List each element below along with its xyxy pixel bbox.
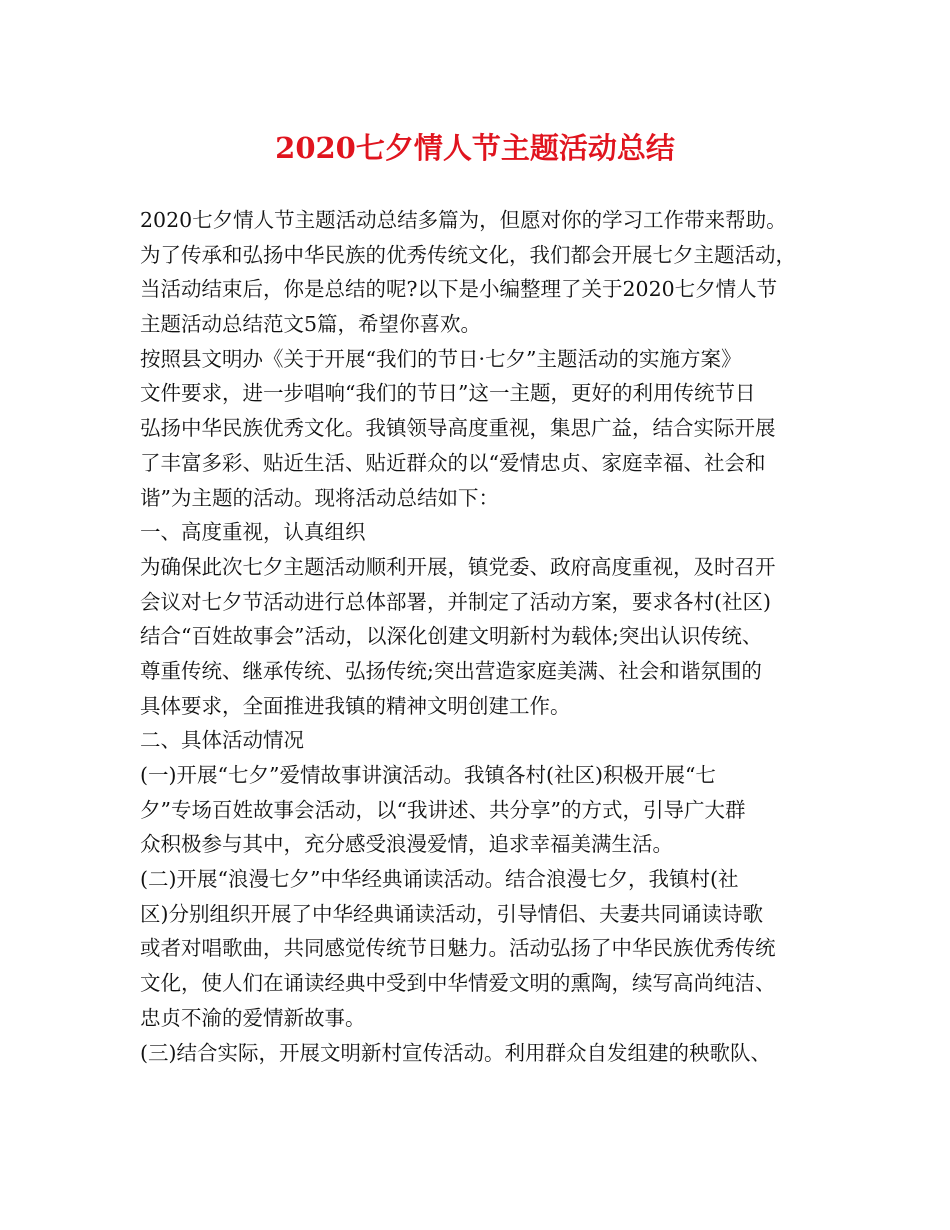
text-line: 为了传承和弘扬中华民族的优秀传统文化，我们都会开展七夕主题活动， [140, 242, 796, 267]
text-line: 区)分别组织开展了中华经典诵读活动，引导情侣、夫妻共同诵读诗歌 [140, 901, 763, 926]
text-line: (三)结合实际，开展文明新村宣传活动。利用群众自发组建的秧歌队、 [140, 1040, 771, 1065]
text-line: 众积极参与其中，充分感受浪漫爱情，追求幸福美满生活。 [140, 832, 673, 857]
text-line: 谐”为主题的活动。现将活动总结如下： [140, 485, 499, 510]
text-line: 了丰富多彩、贴近生活、贴近群众的以“爱情忠贞、家庭幸福、社会和 [140, 450, 766, 475]
text-line: 文件要求，进一步唱响“我们的节日”这一主题，更好的利用传统节日 [140, 381, 756, 406]
text-line: (一)开展“七夕”爱情故事讲演活动。我镇各村(社区)积极开展“七 [140, 763, 716, 787]
text-line: 弘扬中华民族优秀文化。我镇领导高度重视，集思广益，结合实际开展 [140, 416, 776, 441]
text-line: 忠贞不渝的爱情新故事。 [140, 1005, 366, 1030]
text-line: 主题活动总结范文5篇，希望你喜欢。 [140, 312, 482, 337]
text-line: 或者对唱歌曲，共同感觉传统节日魅力。活动弘扬了中华民族优秀传统 [140, 936, 776, 961]
text-line: 文化，使人们在诵读经典中受到中华情爱文明的熏陶，续写高尚纯洁、 [140, 971, 776, 996]
section-heading: 一、高度重视，认真组织 [140, 520, 366, 545]
text-line: 具体要求，全面推进我镇的精神文明创建工作。 [140, 693, 571, 718]
text-line: 按照县文明办《关于开展“我们的节日·七夕”主题活动的实施方案》 [140, 346, 742, 371]
text-line: 结合“百姓故事会”活动，以深化创建文明新村为载体;突出认识传统、 [140, 624, 763, 649]
text-line: (二)开展“浪漫七夕”中华经典诵读活动。结合浪漫七夕，我镇村(社 [140, 867, 739, 892]
document-body [140, 203, 830, 1070]
section-heading: 二、具体活动情况 [140, 728, 304, 753]
text-line: 为确保此次七夕主题活动顺利开展，镇党委、政府高度重视，及时召开 [140, 554, 776, 579]
text-line: 尊重传统、继承传统、弘扬传统;突出营造家庭美满、社会和谐氛围的 [140, 658, 762, 683]
document-title: 2020七夕情人节主题活动总结 [275, 131, 675, 165]
text-line: 当活动结束后，你是总结的呢?以下是小编整理了关于2020七夕情人节 [140, 277, 778, 302]
text-line: 2020七夕情人节主题活动总结多篇为，但愿对你的学习工作带来帮助。 [140, 208, 787, 232]
text-line: 夕”专场百姓故事会活动，以“我讲述、共分享”的方式，引导广大群 [140, 797, 746, 822]
text-line: 会议对七夕节活动进行总体部署，并制定了活动方案，要求各村(社区) [140, 589, 771, 614]
